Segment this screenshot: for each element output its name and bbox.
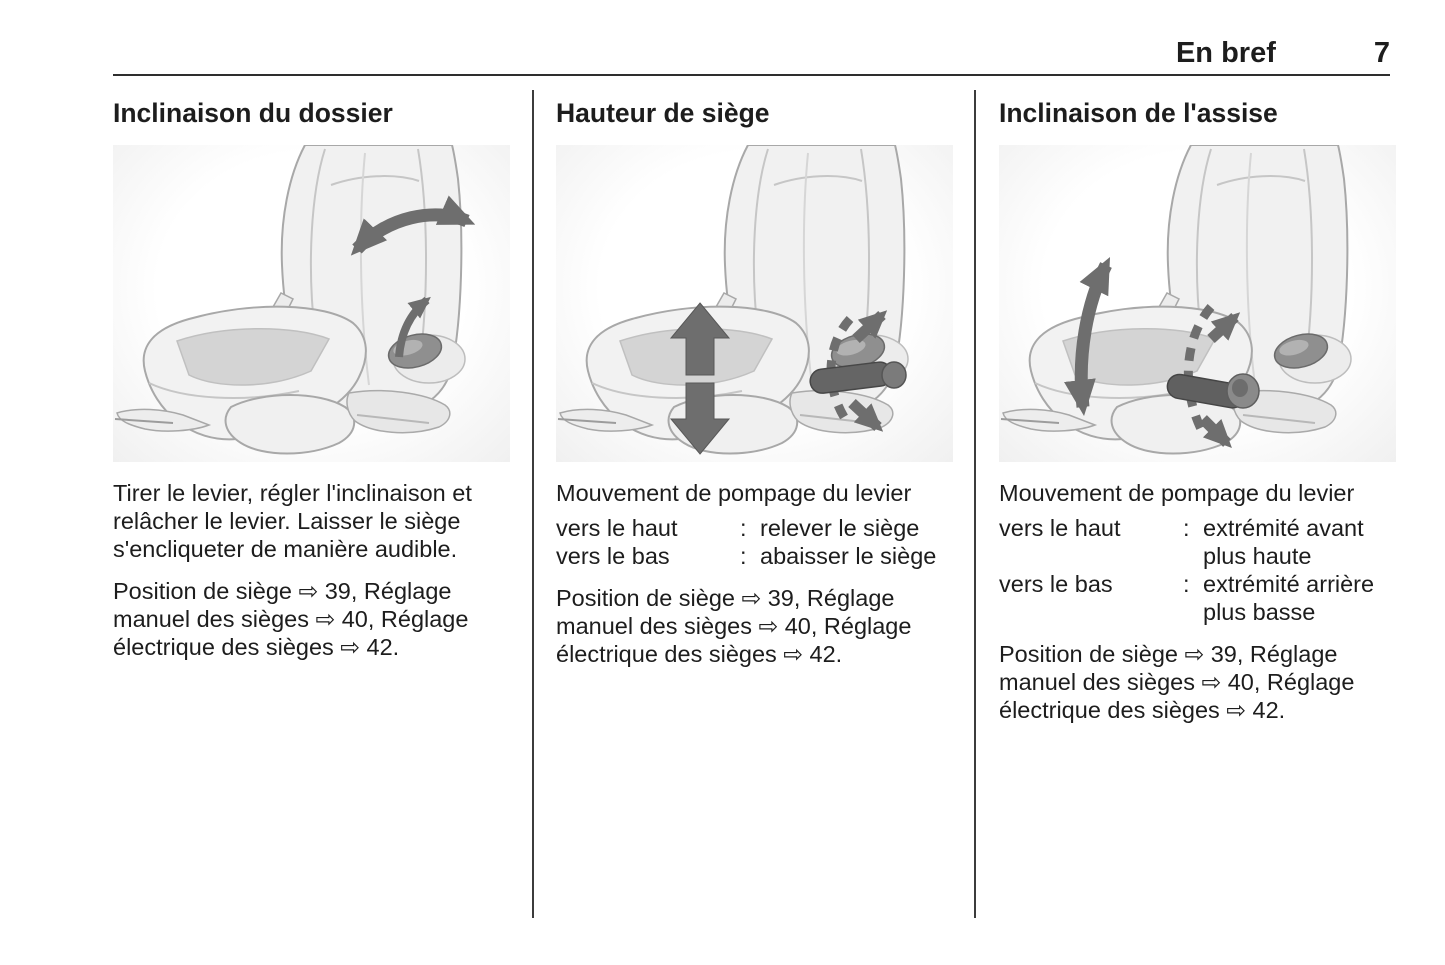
definition-separator: : bbox=[740, 515, 747, 541]
definition-description: extrémité avant plus haute bbox=[1203, 515, 1364, 569]
column-backrest-recline bbox=[113, 97, 510, 661]
definition-separator: : bbox=[740, 543, 747, 569]
definition-description: relever le siège bbox=[760, 515, 920, 541]
lever-intro-paragraph: Mouvement de pompage du levier bbox=[556, 480, 912, 506]
seat-illustration-figure bbox=[556, 145, 953, 462]
definition-term: vers le bas bbox=[556, 543, 670, 569]
seat-cushion-tilt-illustration bbox=[999, 145, 1396, 462]
definition-separator: : bbox=[1183, 515, 1190, 541]
column-seat-height bbox=[556, 97, 953, 668]
lever-direction-list bbox=[999, 514, 1396, 626]
definition-term: vers le bas bbox=[999, 571, 1113, 597]
definition-description: extrémité arrière plus basse bbox=[1203, 571, 1375, 625]
header-rule bbox=[113, 74, 1390, 76]
seat-height-adjust-illustration bbox=[556, 145, 953, 462]
column-heading: Inclinaison de l'assise bbox=[999, 98, 1278, 128]
definition-term: vers le haut bbox=[999, 515, 1121, 541]
definition-separator: : bbox=[1183, 571, 1190, 597]
references-paragraph: Position de siège ⇨ 39, Réglage manuel des sièges ⇨ 40, Réglage électrique des sièges ⇨ 42. bbox=[999, 641, 1355, 723]
references-paragraph: Position de siège ⇨ 39, Réglage manuel des sièges ⇨ 40, Réglage électrique des sièges ⇨ 42. bbox=[556, 585, 912, 667]
seat-illustration-figure bbox=[113, 145, 510, 462]
column-heading: Inclinaison du dossier bbox=[113, 98, 393, 128]
column-separator bbox=[532, 90, 534, 918]
seat-illustration-figure bbox=[999, 145, 1396, 462]
lever-intro-paragraph: Mouvement de pompage du levier bbox=[999, 480, 1355, 506]
references-paragraph: Position de siège ⇨ 39, Réglage manuel des sièges ⇨ 40, Réglage électrique des sièges ⇨ 42. bbox=[113, 578, 469, 660]
column-cushion-tilt bbox=[999, 97, 1396, 724]
lever-direction-list bbox=[556, 514, 953, 570]
definition-description: abaisser le siège bbox=[760, 543, 937, 569]
section-title: En bref bbox=[1175, 37, 1276, 69]
definition-term: vers le haut bbox=[556, 515, 678, 541]
seat-backrest-recline-illustration bbox=[113, 145, 510, 462]
body-paragraph: Tirer le levier, régler l'inclinaison et relâcher le levier. Laisser le siège s'encliqueter de manière audible. bbox=[113, 480, 472, 562]
column-heading: Hauteur de siège bbox=[556, 98, 770, 128]
column-separator bbox=[974, 90, 976, 918]
page-number: 7 bbox=[1373, 37, 1390, 69]
page-header bbox=[113, 36, 1390, 70]
